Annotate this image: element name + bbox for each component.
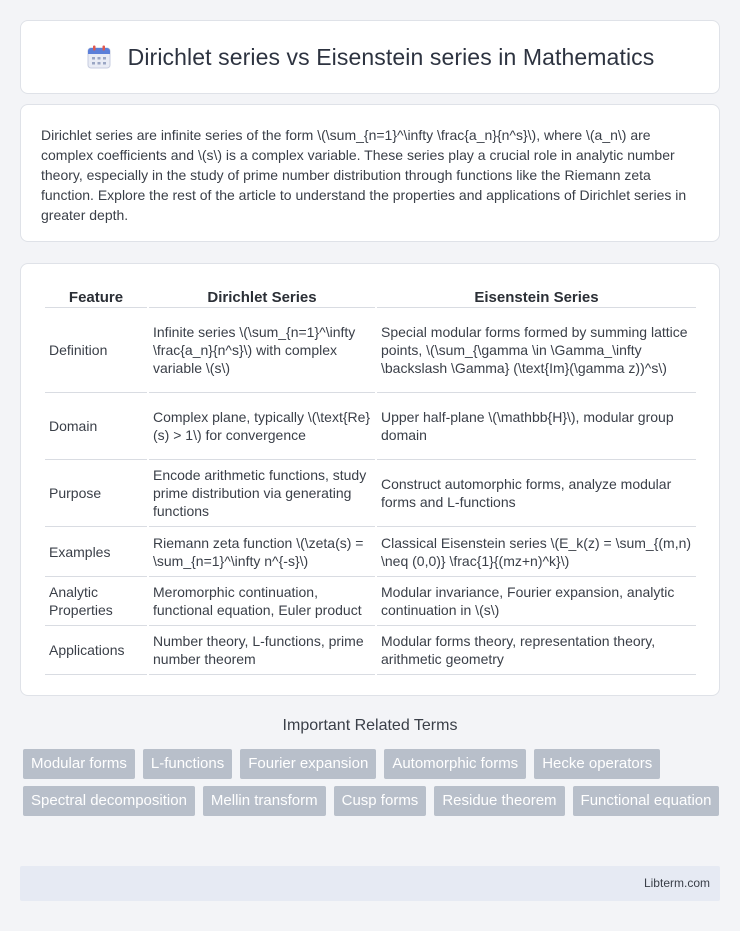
related-term-tag[interactable]: L-functions xyxy=(143,749,232,779)
cell-feature: Definition xyxy=(45,308,147,393)
header-eisenstein: Eisenstein Series xyxy=(377,284,696,308)
related-term-tag[interactable]: Automorphic forms xyxy=(384,749,526,779)
table-header-row xyxy=(45,284,696,308)
related-terms-title: Important Related Terms xyxy=(282,717,458,734)
cell-dirichlet: Encode arithmetic functions, study prime distribution via generating functions xyxy=(149,460,375,527)
header-card xyxy=(20,20,720,94)
table-row xyxy=(45,393,696,460)
cell-eisenstein: Construct automorphic forms, analyze modular forms and L-functions xyxy=(377,460,696,527)
related-term-tag[interactable]: Mellin transform xyxy=(203,786,326,816)
cell-dirichlet: Riemann zeta function \(\zeta(s) = \sum_{n=1}^\infty n^{-s}\) xyxy=(149,527,375,577)
related-term-tag[interactable]: Residue theorem xyxy=(434,786,564,816)
related-term-tag[interactable]: Hecke operators xyxy=(534,749,660,779)
cell-dirichlet: Infinite series \(\sum_{n=1}^\infty \frac{a_n}{n^s}\) with complex variable \(s\) xyxy=(149,308,375,393)
cell-dirichlet: Meromorphic continuation, functional equation, Euler product xyxy=(149,577,375,626)
comparison-table xyxy=(43,284,698,675)
cell-feature: Domain xyxy=(45,393,147,460)
header-dirichlet: Dirichlet Series xyxy=(149,284,375,308)
cell-dirichlet: Complex plane, typically \(\text{Re}(s) > 1\) for convergence xyxy=(149,393,375,460)
page-title: Dirichlet series vs Eisenstein series in Mathematics xyxy=(127,43,655,70)
cell-eisenstein: Upper half-plane \(\mathbb{H}\), modular group domain xyxy=(377,393,696,460)
header-feature: Feature xyxy=(45,284,147,308)
footer xyxy=(20,866,720,901)
table-row xyxy=(45,527,696,577)
table-row xyxy=(45,577,696,626)
related-term-tag[interactable]: Modular forms xyxy=(23,749,135,779)
cell-feature: Purpose xyxy=(45,460,147,527)
intro-card xyxy=(20,104,720,242)
cell-dirichlet: Number theory, L-functions, prime number theorem xyxy=(149,626,375,675)
cell-eisenstein: Modular forms theory, representation theory, arithmetic geometry xyxy=(377,626,696,675)
table-row xyxy=(45,460,696,527)
comparison-card xyxy=(20,263,720,696)
cell-feature: Examples xyxy=(45,527,147,577)
cell-eisenstein: Classical Eisenstein series \(E_k(z) = \sum_{(m,n) \neq (0,0)} \frac{1}{(mz+n)^k}\) xyxy=(377,527,696,577)
related-terms-list xyxy=(23,749,723,816)
table-row xyxy=(45,308,696,393)
table-row xyxy=(45,626,696,675)
related-term-tag[interactable]: Fourier expansion xyxy=(240,749,376,779)
footer-site-link[interactable]: Libterm.com xyxy=(643,876,710,890)
cell-feature: Analytic Properties xyxy=(45,577,147,626)
cell-eisenstein: Special modular forms formed by summing lattice points, \(\sum_{\gamma \in \Gamma_\infty \backslash \Gamma} (\text{Im}(\gamma z))^s\) xyxy=(377,308,696,393)
related-term-tag[interactable]: Spectral decomposition xyxy=(23,786,195,816)
related-term-tag[interactable]: Functional equation xyxy=(573,786,720,816)
cell-feature: Applications xyxy=(45,626,147,675)
intro-paragraph: Dirichlet series are infinite series of the form \(\sum_{n=1}^\infty \frac{a_n}{n^s}\), where \(a_n\) are complex coefficients and \(s\) is a complex variable. These series play a crucial role in analytic number theory, especially in the study of prime number distribution through functions like the Riemann zeta function. Explore the rest of the article to understand the properties and applications of Dirichlet series in greater depth. xyxy=(41,127,687,223)
cell-eisenstein: Modular invariance, Fourier expansion, analytic continuation in \(s\) xyxy=(377,577,696,626)
related-term-tag[interactable]: Cusp forms xyxy=(334,786,427,816)
calendar-icon xyxy=(86,44,112,70)
